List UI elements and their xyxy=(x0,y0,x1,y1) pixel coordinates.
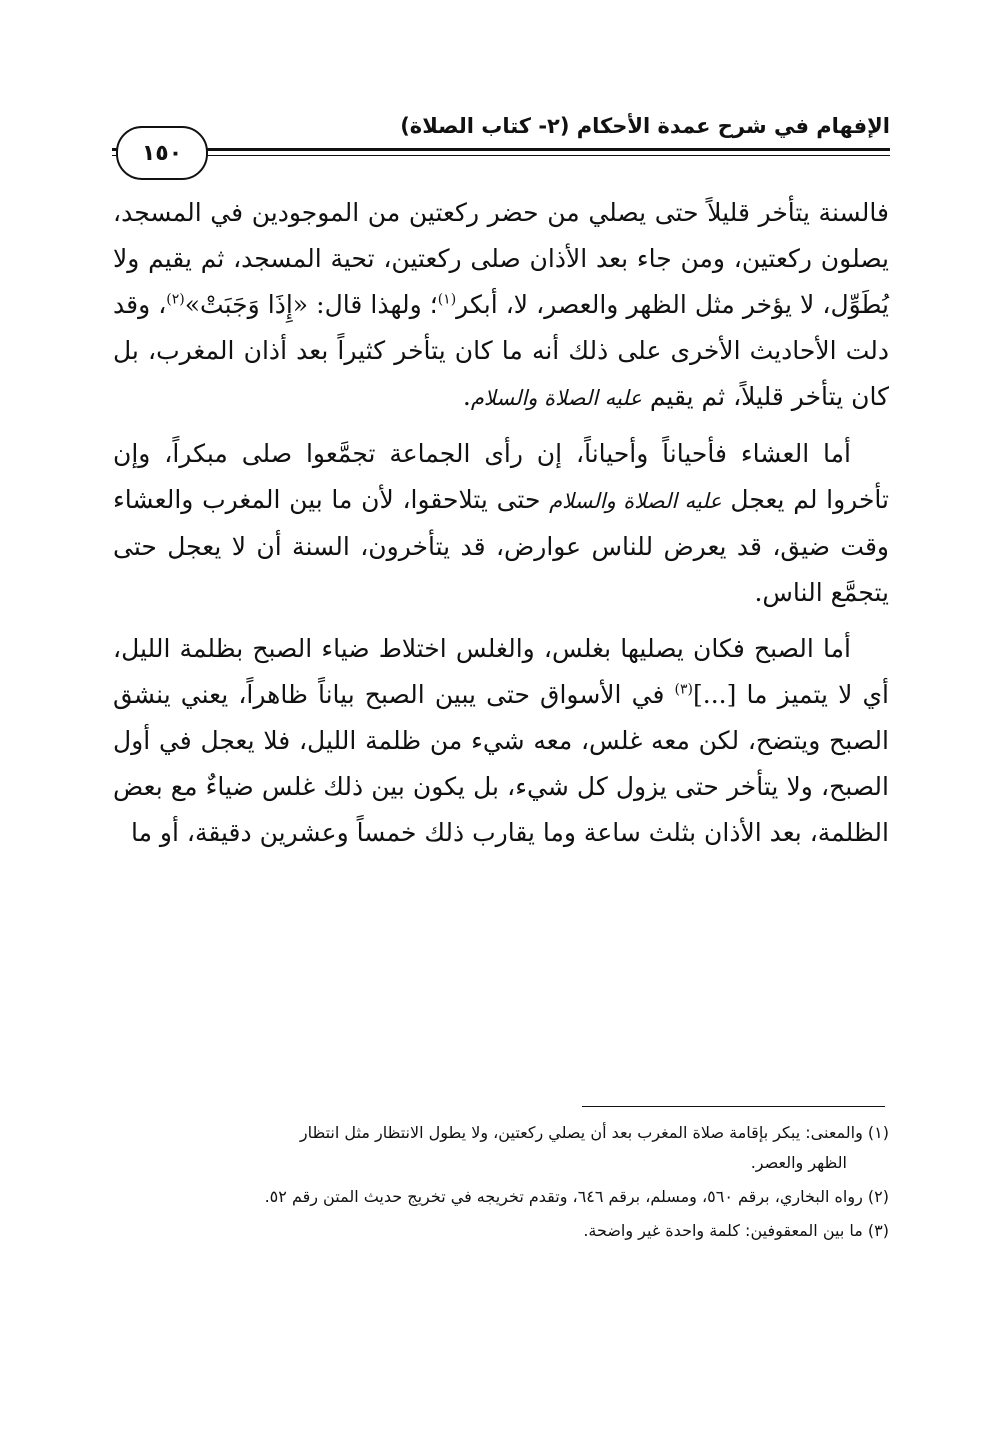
footnote-2: (٢) رواه البخاري، برقم ٥٦٠، ومسلم، برقم ٦٤٦، وتقدم تخريجه في تخريج حديث المتن رقم ٥٢. xyxy=(264,1187,889,1206)
footnote-ref-1: (١) xyxy=(437,291,457,308)
p2-text-a: أما العشاء فأحياناً وأحياناً، إن رأى الجماعة تجمَّعوا صلى مبكراً، وإن تأخروا لم يعجل xyxy=(113,439,889,514)
footnote-ref-3: (٣) xyxy=(674,681,694,698)
footnotes xyxy=(113,1118,889,1250)
footnote-separator xyxy=(582,1106,885,1107)
main-text xyxy=(113,190,889,866)
footnote-1-line-2: الظهر والعصر. xyxy=(750,1153,847,1172)
p1-text-b: ؛ ولهذا قال: «إِذَا وَجَبَتْ» xyxy=(184,290,438,319)
page-number-badge xyxy=(116,126,208,180)
footnote-1 xyxy=(113,1118,889,1178)
p2-text-b: حتى يتلاحقوا، لأن ما بين المغرب والعشاء وقت ضيق، قد يعرض للناس عوارض، قد يتأخرون، السنة أن لا يعجل حتى يتجمَّع الناس. xyxy=(113,485,889,607)
p3-text-a: أما الصبح فكان يصليها بغلس، والغلس اختلاط ضياء الصبح بظلمة الليل، أي لا يتميز ما [...] xyxy=(113,634,889,709)
p1-text-a: فالسنة يتأخر قليلاً حتى يصلي من حضر ركعتين من الموجودين في المسجد، يصلون ركعتين، ومن جاء بعد الأذان صلى ركعتين، تحية المسجد، ثم يقيم ولا يُطَوِّل، لا يؤخر مثل الظهر والعصر، لا، أبكر xyxy=(113,198,889,319)
page-number: ١٥٠ xyxy=(141,140,183,166)
paragraph-3 xyxy=(113,626,889,856)
footnote-3: (٣) ما بين المعقوفين: كلمة واحدة غير واضحة. xyxy=(583,1221,889,1240)
p1-text-c: ، وقد دلت الأحاديث الأخرى على ذلك أنه ما كان يتأخر كثيراً بعد أذان المغرب، بل كان يتأخر قليلاً، ثم يقيم xyxy=(113,290,889,411)
p3-text-b: في الأسواق حتى يبين الصبح بياناً ظاهراً، يعني ينشق الصبح ويتضح، لكن معه غلس، معه شيء من ظلمة الليل، فلا يعجل في أول الصبح، ولا يتأخر حتى يزول كل شيء، بل يكون بين ذلك غلس ضياءٌ مع بعض الظلمة، بعد الأذان بثلث ساعة وما يقارب ذلك خمساً وعشرين دقيقة، أو ما xyxy=(113,680,889,847)
paragraph-2 xyxy=(113,431,889,616)
running-title: الإفهام في شرح عمدة الأحكام (٢- كتاب الصلاة) xyxy=(400,114,890,138)
paragraph-1 xyxy=(113,190,889,421)
honorific-1: عليه الصلاة والسلام xyxy=(470,386,642,410)
footnote-ref-2: (٢) xyxy=(166,291,185,308)
footnote-1-line-1: (١) والمعنى: يبكر بإقامة صلاة المغرب بعد أن يصلي ركعتين، ولا يطول الانتظار مثل انتظار xyxy=(299,1123,889,1142)
p1-end: . xyxy=(462,382,471,411)
honorific-2: عليه الصلاة والسلام xyxy=(549,489,722,513)
header-rule-thin xyxy=(112,155,890,156)
header-rule-thick xyxy=(112,148,890,151)
page-header xyxy=(112,108,890,188)
